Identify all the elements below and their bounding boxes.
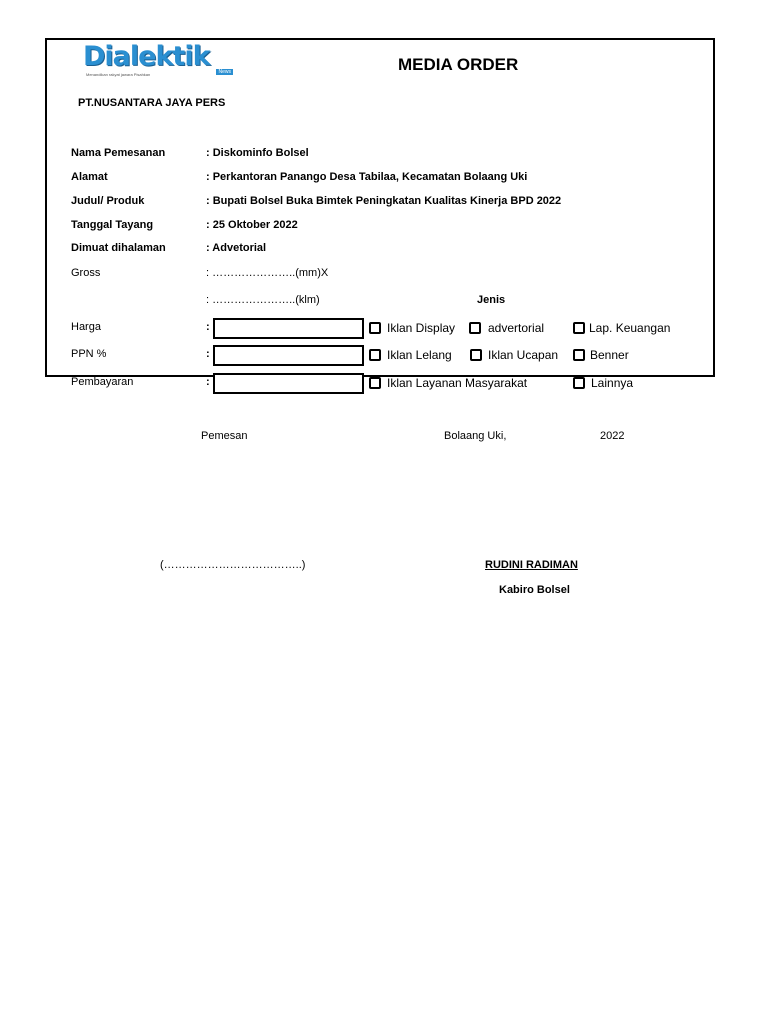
ppn-input[interactable]	[213, 345, 364, 366]
year-label: 2022	[600, 430, 625, 442]
gross-klm-line: : …………………..(klm)	[206, 294, 320, 306]
field-value-tanggal: : 25 Oktober 2022	[206, 219, 298, 231]
pemesan-signature-blank: (………………………………..)	[160, 559, 306, 571]
field-label-judul: Judul/ Produk	[71, 195, 145, 207]
ppn-label: PPN %	[71, 348, 107, 360]
field-label-halaman: Dimuat dihalaman	[71, 242, 166, 254]
ppn-colon: :	[206, 348, 210, 360]
pembayaran-label: Pembayaran	[71, 376, 134, 388]
field-value-halaman: : Advetorial	[206, 242, 267, 254]
iklan-ucapan-label: Iklan Ucapan	[488, 348, 559, 362]
field-value-nama: : Diskominfo Bolsel	[206, 147, 309, 159]
logo-tagline: Menandikan rakyat jawara Pisahkan	[86, 72, 151, 77]
lainnya-label: Lainnya	[591, 376, 634, 390]
company-name: PT.NUSANTARA JAYA PERS	[78, 97, 226, 109]
benner-checkbox[interactable]	[573, 349, 585, 361]
iklan-display-checkbox[interactable]	[369, 322, 381, 334]
dialektik-logo	[80, 41, 235, 80]
pembayaran-input[interactable]	[213, 373, 364, 394]
iklan-layanan-label: Iklan Layanan Masyarakat	[387, 376, 528, 390]
jenis-heading: Jenis	[477, 294, 506, 306]
pembayaran-colon: :	[206, 376, 210, 388]
benner-label: Benner	[590, 348, 629, 362]
iklan-display-label: Iklan Display	[387, 321, 456, 335]
page-title: MEDIA ORDER	[398, 55, 519, 74]
field-value-alamat: : Perkantoran Panango Desa Tabilaa, Kecamatan Bolaang Uki	[206, 171, 528, 183]
lap-keuangan-checkbox[interactable]	[573, 322, 585, 334]
signatory-name: RUDINI RADIMAN	[485, 559, 578, 571]
iklan-ucapan-checkbox[interactable]	[470, 349, 482, 361]
gross-mm-line: : …………………..(mm)X	[206, 267, 329, 279]
harga-input[interactable]	[213, 318, 364, 339]
pemesan-label: Pemesan	[201, 430, 248, 442]
iklan-layanan-checkbox[interactable]	[369, 377, 381, 389]
gross-label: Gross	[71, 267, 101, 279]
iklan-lelang-checkbox[interactable]	[369, 349, 381, 361]
lap-keuangan-label: Lap. Keuangan	[589, 321, 671, 335]
field-label-alamat: Alamat	[71, 171, 108, 183]
harga-colon: :	[206, 321, 210, 333]
iklan-lelang-label: Iklan Lelang	[387, 348, 452, 362]
signatory-position: Kabiro Bolsel	[499, 584, 570, 596]
advertorial-label: advertorial	[488, 321, 545, 335]
place-date-label: Bolaang Uki,	[444, 430, 507, 442]
lainnya-checkbox[interactable]	[573, 377, 585, 389]
logo-news-tag: News	[218, 69, 231, 75]
harga-label: Harga	[71, 321, 101, 333]
field-label-nama: Nama Pemesanan	[71, 147, 166, 159]
field-label-tanggal: Tanggal Tayang	[71, 219, 154, 231]
advertorial-checkbox[interactable]	[469, 322, 481, 334]
logo-wordmark: Dialektik	[83, 41, 210, 72]
field-value-judul: : Bupati Bolsel Buka Bimtek Peningkatan Kualitas Kinerja BPD 2022	[206, 195, 562, 207]
